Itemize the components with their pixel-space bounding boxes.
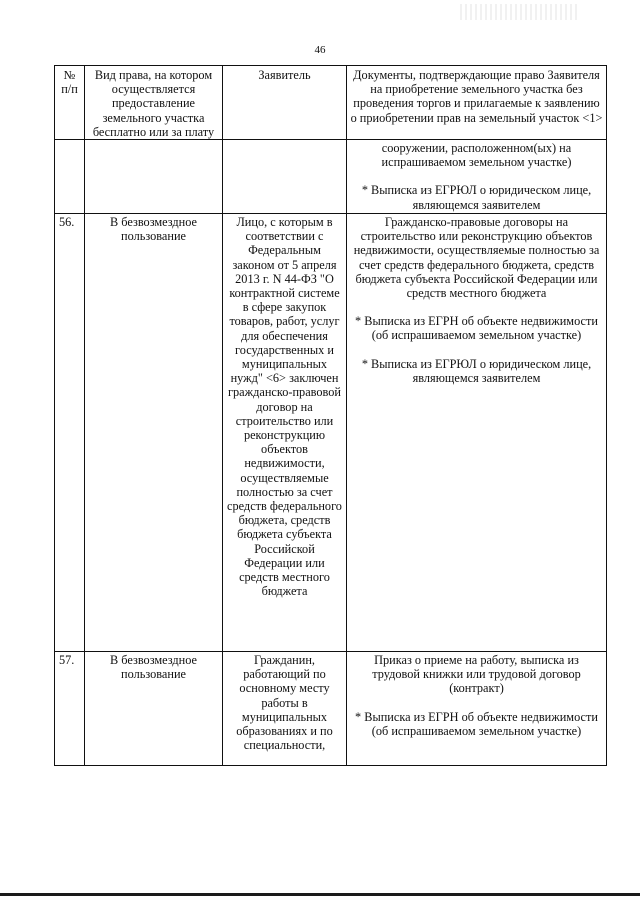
table-row-continuation bbox=[55, 140, 607, 214]
cell-applicant bbox=[223, 140, 347, 214]
header-num: № п/п bbox=[55, 66, 85, 140]
cell-applicant: Лицо, с которым в соответствии с Федеральным законом от 5 апреля 2013 г. N 44-ФЗ "О контрактной системе в сфере закупок товаров, работ, услуг для обеспечения государственных и муниципальных нужд" <6> заключен гражданско-правовой договор на строительство или реконструкцию объектов недвижимости, осуществляемые полностью за счет средств федерального бюджета, средств бюджета субъекта Российской Федерации или средств местного бюджета bbox=[223, 214, 347, 652]
cell-documents bbox=[347, 214, 607, 652]
table-row bbox=[55, 214, 607, 652]
scan-artifact bbox=[460, 4, 580, 20]
cell-right-type: В безвозмездное пользование bbox=[85, 652, 223, 766]
cell-num: 56. bbox=[55, 214, 85, 652]
cell-applicant: Гражданин, работающий по основному месту работы в муниципальных образованиях и по специальности, bbox=[223, 652, 347, 766]
cell-right-type bbox=[85, 140, 223, 214]
document-item: сооружении, расположенном(ых) на испрашиваемом земельном участке) bbox=[381, 141, 572, 170]
header-right-type: Вид права, на котором осуществляется предоставление земельного участка бесплатно или за плату bbox=[85, 66, 223, 140]
cell-documents bbox=[347, 652, 607, 766]
document-item: Приказ о приеме на работу, выписка из трудовой книжки или трудовой договор (контракт) bbox=[372, 653, 581, 696]
cell-num: 57. bbox=[55, 652, 85, 766]
cell-right-type: В безвозмездное пользование bbox=[85, 214, 223, 652]
table-row bbox=[55, 652, 607, 766]
document-item: Гражданско-правовые договоры на строительство или реконструкцию объектов недвижимости, осуществляемые полностью за счет средств федерального бюджета, средств бюджета субъекта Российской Федерации или средств местного бюджета bbox=[353, 215, 600, 301]
page-number: 46 bbox=[314, 44, 326, 56]
document-item: * Выписка из ЕГРЮЛ о юридическом лице, являющемся заявителем bbox=[361, 183, 592, 212]
header-documents: Документы, подтверждающие право Заявителя на приобретение земельного участка без проведения торгов и прилагаемые к заявлению о приобретении прав на земельный участок <1> bbox=[347, 66, 607, 140]
document-item: * Выписка из ЕГРН об объекте недвижимости (об испрашиваемом земельном участке) bbox=[355, 314, 598, 343]
document-item: * Выписка из ЕГРН об объекте недвижимости (об испрашиваемом земельном участке) bbox=[355, 709, 598, 738]
scan-bottom-edge bbox=[0, 893, 640, 896]
cell-num bbox=[55, 140, 85, 214]
table-header-row bbox=[55, 66, 607, 140]
header-applicant: Заявитель bbox=[223, 66, 347, 140]
land-rights-table bbox=[54, 65, 607, 766]
cell-documents bbox=[347, 140, 607, 214]
document-item: * Выписка из ЕГРЮЛ о юридическом лице, являющемся заявителем bbox=[361, 356, 592, 385]
